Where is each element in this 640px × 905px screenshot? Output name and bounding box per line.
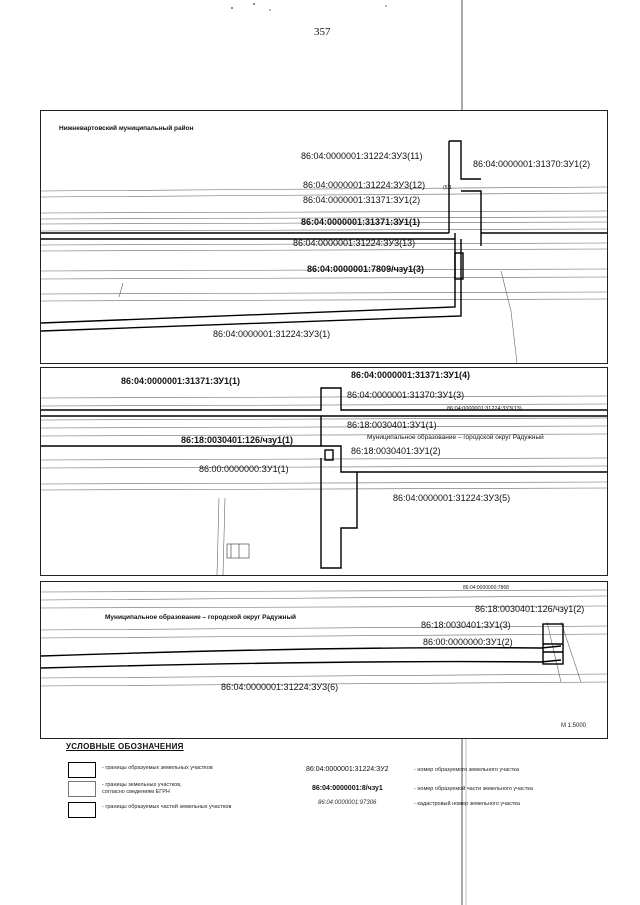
parcel-label: 86:04:0000001:31370:ЗУ1(2) <box>473 159 591 169</box>
legend-symbol-formed-parcel <box>68 762 96 778</box>
map-sheet-1 <box>40 110 608 364</box>
parcel-label: 86:04:0000001:31224:ЗУ3(5) <box>393 493 511 503</box>
parcel-label: 86:04:0000001:31224:ЗУ3(11) <box>301 151 423 161</box>
parcel-label: 86:04:0000001:31224:ЗУ3(6) <box>221 682 339 692</box>
legend-code: 86:04:0000001:31224:ЗУ2 <box>306 766 389 773</box>
legend-symbol-text: - границы образуемых земельных участков <box>102 765 213 771</box>
legend-symbol-text: - границы образуемых частей земельных участков <box>102 804 232 810</box>
legend-code-desc: - номер образуемого земельного участка <box>414 767 520 773</box>
page-number: 357 <box>314 26 331 38</box>
parcel-label: 86:18:0030401:ЗУ1(1) <box>347 420 437 430</box>
region-label: Муниципальное образование – городской округ Радужный <box>367 434 544 441</box>
parcel-label: 86:04:0000001:31370:ЗУ1(3) <box>347 390 465 400</box>
legend-code: 86:04:0000001:8/чзу1 <box>312 785 383 792</box>
legend-symbol-text: - границы земельных участков, согласно сведениям ЕГРН <box>102 782 182 795</box>
parcel-label: 86:04:0000001:31224:ЗУ3(13) <box>447 406 522 412</box>
parcel-label: 86:00:0000000:ЗУ1(1) <box>199 464 289 474</box>
parcel-label: 86:04:0000001:31371:ЗУ1(4) <box>351 370 470 380</box>
parcel-label: 86:04:0000001:31371:ЗУ1(2) <box>303 195 421 205</box>
parcel-label: 86:04:0000001:31224:ЗУ3(12) <box>303 180 426 190</box>
parcel-label: 86:18:0030401:126/чзу1(1) <box>181 435 294 445</box>
map-sheet-3 <box>40 581 608 739</box>
legend-code-desc: - кадастровый номер земельного участка <box>414 801 520 807</box>
legend-code: 86:04:0000001:97306 <box>318 800 377 806</box>
parcel-label: 86:04:0000001:31224:ЗУ3(13) <box>293 238 416 248</box>
parcel-label: 86:04:0000001:31371:ЗУ1(1) <box>301 217 420 227</box>
parcel-label: 86:00:0000000:ЗУ1(2) <box>423 637 513 647</box>
region-label: Муниципальное образование – городской округ Радужный <box>105 614 297 621</box>
parcel-label: 86:04:0000001:7809/чзу1(3) <box>307 264 425 274</box>
map-sheet-1-drawing <box>41 111 607 363</box>
legend-title: УСЛОВНЫЕ ОБОЗНАЧЕНИЯ <box>66 742 184 751</box>
map-sheet-2-drawing <box>41 368 607 575</box>
parcel-suffix: (5)1 <box>443 185 452 191</box>
legend-symbol-egrn-parcel <box>68 781 96 797</box>
legend-symbol-formed-part <box>68 802 96 818</box>
parcel-label: 86:04:0000000:7868 <box>463 585 509 591</box>
parcel-label: 86:18:0030401:ЗУ1(2) <box>351 446 441 456</box>
region-label: Нижневартовский муниципальный район <box>59 125 194 132</box>
parcel-label: 86:18:0030401:ЗУ1(3) <box>421 620 511 630</box>
map-scale: М 1:5000 <box>561 723 587 729</box>
parcel-label: 86:04:0000001:31224:ЗУ3(1) <box>213 329 331 339</box>
legend-code-desc: - номер образуемой части земельного участка <box>414 786 533 792</box>
parcel-label: 86:04:0000001:31371:ЗУ1(1) <box>121 376 240 386</box>
parcel-label: 86:18:0030401:126/чзу1(2) <box>475 604 585 614</box>
map-sheet-2 <box>40 367 608 576</box>
